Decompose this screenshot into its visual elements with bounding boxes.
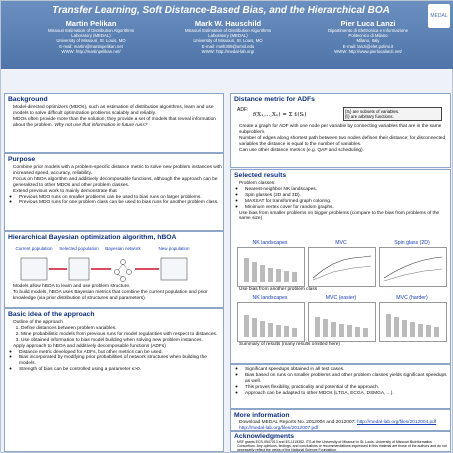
sub-bullet: ◦ Bias based on runs on smaller problems and other problem classes yields significant speedups as well.: [245, 373, 450, 385]
sub-bullet: ◦ Nearest-neighbor NK landscapes.: [245, 187, 450, 193]
author-website[interactable]: WWW: http://www.pierlucalanzi.net/: [334, 48, 402, 54]
results-chart-nk-2: [237, 302, 305, 342]
note-line: {fᵢ} are arbitrary functions.: [345, 114, 394, 119]
sub-bullet: ◦ Bias incorporated by modifying prior probabilities of network structures when building the models.: [19, 355, 223, 367]
author-affiliation: Dipartimento di Elettronica e Informazione: [327, 28, 408, 33]
author-email[interactable]: E-mail: martin@martinpelikan.net: [59, 43, 123, 49]
results-panel: [230, 169, 451, 364]
sub-bullet: ◦ Strength of bias can be controlled using a parameter κ>0.: [19, 367, 223, 373]
sub-bullet: ◦ Previous MDO runs for one problem class can be used to bias runs for another problem class.: [19, 200, 223, 206]
chart-title: MVC: [335, 240, 347, 246]
bullet: • Use bias from smaller problems on bigger problems (compare to the bias from problems of the same size): [239, 211, 450, 223]
chart-title: MVC (harder): [396, 295, 428, 301]
note-line: {Sᵢ} are subsets of variables.: [345, 109, 400, 114]
bullet: • Combine prior models with a problem-specific distance metric to solve new problem instances with increased speed, accuracy, reliability.: [13, 165, 223, 177]
section-heading: Background: [8, 96, 48, 103]
chart-title: MVC (easier): [325, 295, 357, 301]
sub-bullet: ◦ Previous MDO runs on smaller problems can be used to bias runs on larger problems.: [19, 195, 223, 201]
author-name: Mark W. Hauschild: [194, 19, 262, 28]
numbered-item: 3. Use obtained information to bias model building when solving new problem instances.: [21, 338, 223, 344]
sub-bullet: ◦ Distance metric developed for ADFs, but other metrics can be used.: [19, 350, 223, 356]
poster-header: [1, 1, 453, 69]
distance-metric-panel: [230, 93, 451, 168]
results-chart-spin-glass: [379, 247, 447, 287]
results-chart-nk: [237, 247, 305, 287]
sub-bullet: ◦ MAXSAT for transformed graph coloring.: [245, 199, 450, 205]
section-heading: Purpose: [8, 156, 36, 163]
selected-population-box: [69, 258, 89, 280]
bullet: • Focus on hBOA algorithm and additively decomposable functions, although the approach can be generalized to other MDOs and other problem classes.: [13, 177, 223, 189]
section-heading: Selected results: [234, 172, 287, 179]
results-chart-mvc-harder: [379, 302, 447, 342]
background-panel: [4, 93, 224, 153]
sub-bullet: ◦ This proves flexibility, practicality and potential of the approach.: [245, 385, 450, 391]
formula-note: [343, 107, 442, 121]
author-email[interactable]: E-mail: lanzi@elet.polimi.it: [342, 43, 394, 49]
section-heading: Basic idea of the approach: [8, 311, 95, 318]
report-link[interactable]: http://medal-lab.org/files/2012007.pdf: [239, 425, 319, 431]
section-heading: Acknowledgments: [234, 433, 295, 440]
author-affiliation: Laboratory (MEDAL): [208, 33, 248, 39]
numbered-item: 2. Mine probabilistic models from previous runs for model regularities with respect to distances.: [21, 332, 223, 338]
bullet: • To build models, hBOA uses Bayesian metrics that combine the current population and prior knowledge (via prior distribution of structures and parameters).: [13, 290, 224, 302]
author-name: Pier Luca Lanzi: [340, 19, 396, 28]
author-2: [153, 19, 303, 54]
diagram-label: Bayesian network: [105, 246, 141, 251]
hboa-diagram: [13, 244, 218, 282]
more-info-panel: [230, 409, 451, 431]
author-email[interactable]: E-mail: mwh308@umsl.edu: [201, 43, 255, 49]
acknowledgments-panel: [230, 431, 451, 452]
diagram-label: Selected population: [59, 246, 99, 251]
sub-bullet: ◦ Minimum vertex cover for random graphs.: [245, 205, 450, 211]
author-affiliation: Missouri Estimation of Distribution Algorithms: [48, 28, 134, 33]
current-population-box: [21, 258, 47, 280]
bullet: • MDOs often provide more than the solution; they provide a set of models that reveal information about the problem. Why not use that information in future runs?: [13, 117, 223, 129]
bullet: • Apply approach to hBOA and additively decomposable functions (ADFs): [13, 344, 223, 350]
medal-logo: MEDAL: [428, 4, 450, 28]
author-website[interactable]: WWW: http://martinpelikan.net/: [61, 48, 121, 54]
bullet: • Create a graph for ADF with one node per variable by connecting variables that are in the same subproblem.: [239, 124, 451, 136]
sub-bullet: ◦ Spin glasses (2D and 3D).: [245, 193, 450, 199]
chart-title: NK landscapes: [252, 240, 288, 246]
acknowledgment-text: NSF grants ECS-0547013 and IIS-1115352. ITS at the University of Missouri in St. Louis. University of Missouri Bioinformatics Consortium. Any opinions, findings, and conclusions or recommendations expressed in this material are those of the authors and do not necessarily reflect the views of the National Science Foundation.: [237, 440, 447, 452]
bullet: • Download MEDAL Reports No. 2012004 and 2012007: http://medal-lab.org/files/2012004.pdf http://medal-lab.org/files/2012007.pdf: [239, 420, 450, 431]
summary-panel: [230, 364, 451, 409]
numbered-item: 1. Define distances between problem variables.: [21, 326, 223, 332]
bullet: • Summary of results (many results omitted here): [239, 342, 451, 348]
section-heading: More information: [234, 412, 290, 419]
chart-title: Spin glass (2D): [394, 240, 430, 246]
bullet: • Extend previous work to mainly demonstrate that: [13, 189, 223, 195]
author-affiliation: Politecnico di Milano: [348, 33, 388, 39]
sub-bullet: ◦ Approach can be adapted to other MDOs (LTGA, ECGA, DSMGA, ...).: [245, 391, 450, 397]
bullet: • Problem classes:: [239, 181, 450, 187]
basic-idea-panel: [4, 308, 224, 452]
poster-title: Transfer Learning, Soft Distance-Based Bias, and the Hierarchical BOA: [52, 5, 390, 16]
results-chart-mvc: [308, 247, 376, 287]
section-heading: Hierarchical Bayesian optimization algorithm, hBOA: [8, 234, 177, 241]
bullet: • Model-directed optimizers (MDOs), such as estimation of distribution algorithms, learn and use models to solve difficult optimization problems scalably and reliably.: [13, 105, 223, 117]
bullet: • Number of edges along shortest path between two nodes defines their distance; for disconnected variables the distance is equal to the number of variables.: [239, 136, 451, 148]
report-link[interactable]: http://medal-lab.org/files/2012004.pdf: [356, 420, 437, 425]
adf-formula: f(X₁,...,Xₙ) = Σ fᵢ(Sᵢ): [253, 112, 307, 118]
diagram-label: New population: [158, 246, 190, 251]
author-3: [293, 19, 443, 54]
new-population-box: [161, 258, 187, 280]
author-affiliation: University of Missouri, St. Louis, MO: [193, 38, 263, 44]
chart-title: NK landscapes: [252, 295, 288, 301]
hboa-panel: [4, 231, 224, 308]
author-1: [16, 19, 166, 54]
author-affiliation: University of Missouri, St. Louis, MO: [56, 38, 126, 44]
purpose-panel: [4, 153, 224, 231]
bullet: • Use bias from another problem class: [239, 287, 317, 293]
bullet: • Can use other distance metrics (e.g. QAP and scheduling).: [239, 148, 451, 154]
author-website[interactable]: WWW: http://medal-lab.org/: [201, 48, 255, 54]
adf-label: ADF:: [237, 107, 249, 113]
sub-bullet: ◦ Significant speedups obtained in all test cases.: [245, 367, 450, 373]
author-affiliation: Missouri Estimation of Distribution Algorithms: [185, 28, 271, 33]
author-name: Martin Pelikan: [65, 19, 117, 28]
bullet: • Models allow hBOA to learn and use problem structure.: [13, 284, 224, 290]
author-affiliation: Milano, Italy: [356, 38, 380, 44]
results-chart-mvc-easier: [308, 302, 376, 342]
section-heading: Distance metric for ADFs: [234, 96, 315, 103]
diagram-label: Current population: [15, 246, 53, 251]
bayesian-network-graph: [115, 260, 132, 282]
bullet: • Outline of the approach: [13, 320, 223, 326]
author-affiliation: Laboratory (MEDAL): [71, 33, 111, 39]
